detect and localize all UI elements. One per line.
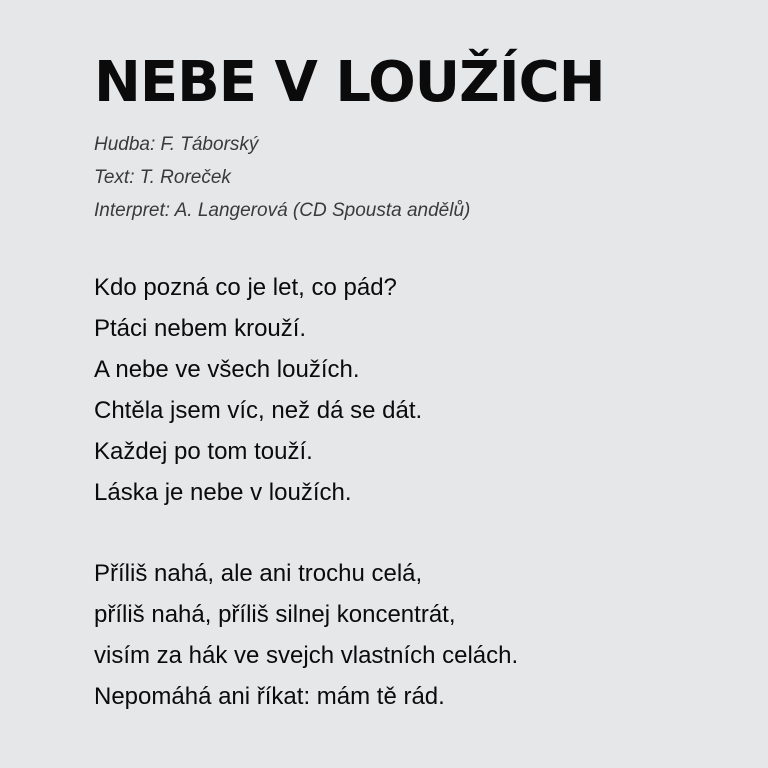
verse-line: Příliš nahá, ale ani trochu celá,: [94, 560, 423, 587]
verse-line: Každej po tom touží.: [94, 438, 313, 465]
song-title: NEBE V LOUŽÍCH: [94, 50, 605, 115]
verse-line: Láska je nebe v loužích.: [94, 479, 352, 506]
stanza-2: [94, 553, 734, 717]
verse-line: Chtěla jsem víc, než dá se dát.: [94, 397, 423, 424]
song-credits: [94, 128, 734, 227]
lyrics-page: [94, 50, 734, 757]
verse-line: příliš nahá, příliš silnej koncentrát,: [94, 601, 456, 628]
verse-line: Nepomáhá ani říkat: mám tě rád.: [94, 683, 445, 710]
verse-line: visím za hák ve svejch vlastních celách.: [94, 642, 519, 669]
verse-line: Ptáci nebem krouží.: [94, 315, 307, 342]
credit-performer: Interpret: A. Langerová (CD Spousta andělů): [94, 200, 471, 221]
verse-line: A nebe ve všech loužích.: [94, 356, 360, 383]
verse-line: Kdo pozná co je let, co pád?: [94, 274, 397, 301]
credit-lyrics: Text: T. Roreček: [94, 167, 231, 188]
credit-music: Hudba: F. Táborský: [94, 134, 259, 155]
stanza-1: [94, 267, 734, 513]
